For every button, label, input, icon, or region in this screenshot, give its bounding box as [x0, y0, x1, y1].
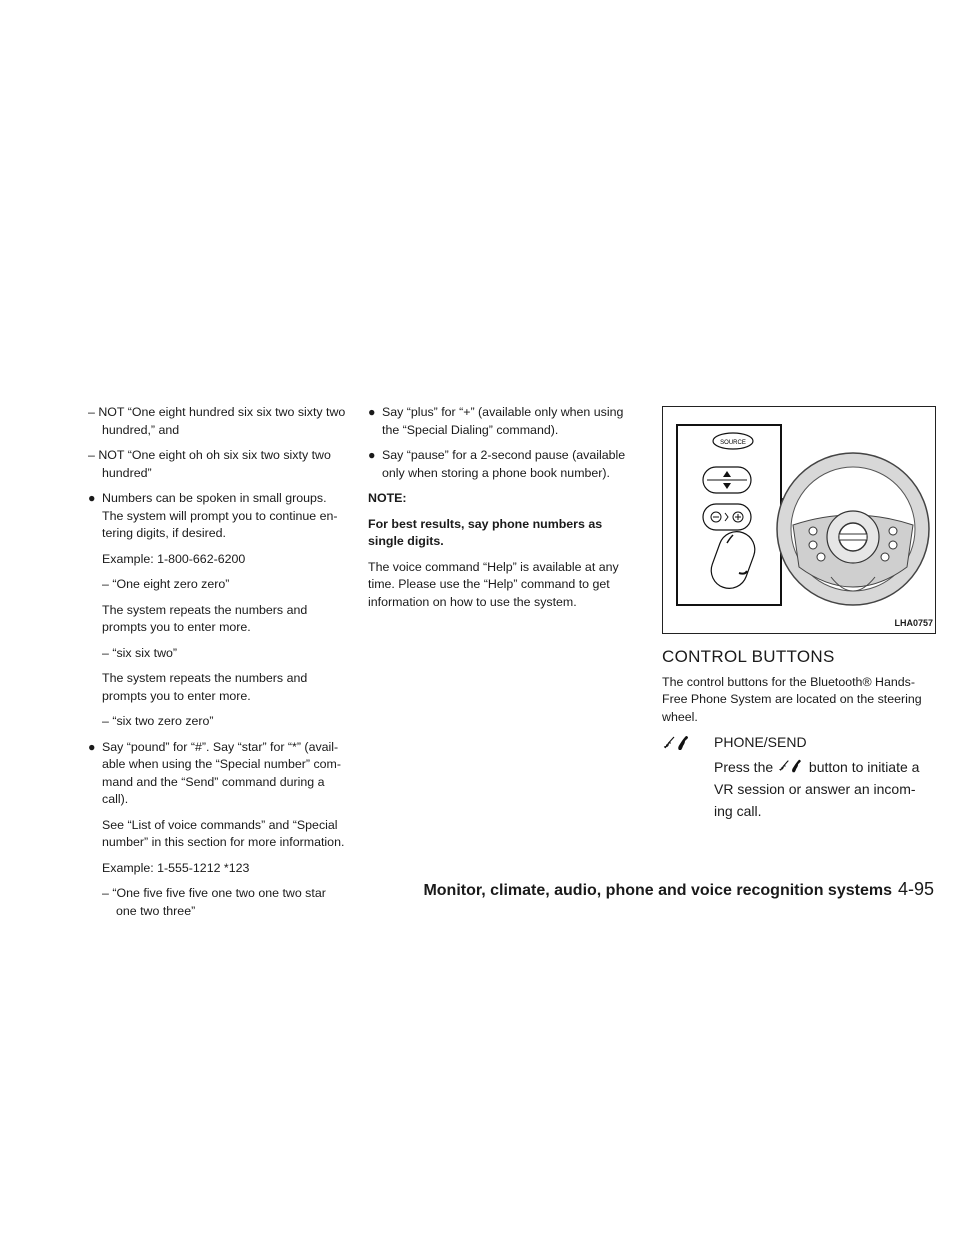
bullet-icon: ●	[368, 405, 376, 419]
bullet-text: Say “pause” for a 2-second pause (available only when storing a phone book number).	[382, 448, 626, 480]
phone-send-icon	[777, 758, 805, 774]
bullet-item	[368, 447, 640, 482]
page-footer	[423, 879, 934, 900]
example-text: Example: 1-800-662-6200	[102, 551, 246, 566]
desc-post: button to initiate a VR session or answer an incom-ing call.	[714, 759, 920, 819]
bullet-icon: ●	[88, 739, 96, 754]
phone-send-entry	[662, 734, 934, 819]
bullet-text: Say “plus” for “+” (available only when using the “Special Dialing” command).	[382, 405, 624, 437]
chapter-title: Monitor, climate, audio, phone and voice recognition systems	[423, 882, 892, 899]
repeat-text: The system repeats the numbers and prompts you to enter more.	[102, 602, 308, 634]
bullet-item	[88, 739, 346, 809]
steering-wheel-figure	[662, 406, 936, 634]
steering-wheel-illustration	[663, 407, 935, 633]
desc-pre: Press the	[714, 759, 774, 775]
bullet-text: Say “pound” for “#”. Say “star” for “*” (avail-able when using the “Special number” com-mand and the “Send” command during a call).	[102, 739, 341, 806]
column-right	[662, 406, 934, 819]
bullet-item	[368, 404, 640, 439]
source-button-label: SOURCE	[720, 440, 746, 446]
example-text: Example: 1-555-1212 *123	[102, 860, 250, 875]
bullet-icon: ●	[88, 491, 96, 505]
column-middle	[368, 404, 640, 619]
section-intro: The control buttons for the Bluetooth® Hands-Free Phone System are located on the steering wheel.	[662, 674, 922, 724]
section-title: CONTROL BUTTONS	[662, 647, 835, 666]
page-number: 4-95	[897, 879, 934, 899]
phone-send-icon	[662, 734, 692, 752]
bullet-icon: ●	[368, 448, 376, 462]
figure-id: LHA0757	[894, 617, 933, 628]
note-body: For best results, say phone numbers as single digits.	[368, 516, 603, 548]
note-heading: NOTE:	[368, 491, 407, 505]
dash-item: – NOT “One eight hundred six six two sixty two hundred,” and	[88, 405, 346, 437]
see-text: See “List of voice commands” and “Special number” in this section for more information.	[102, 817, 345, 849]
column-left	[88, 404, 346, 928]
button-name: PHONE/SEND	[714, 734, 807, 750]
bullet-item	[88, 490, 346, 543]
repeat-text: The system repeats the numbers and prompts you to enter more.	[102, 671, 308, 703]
step-text: – “One eight zero zero”	[102, 577, 230, 591]
dash-item: – NOT “One eight oh oh six six two sixty two hundred”	[88, 448, 331, 480]
bullet-text: Numbers can be spoken in small groups. The system will prompt you to continue en-tering digits, if desired.	[102, 491, 338, 540]
help-text: The voice command “Help” is available at any time. Please use the “Help” command to get information on how to use the system.	[368, 559, 619, 609]
step-text: – “six two zero zero”	[102, 714, 214, 728]
button-description	[714, 756, 924, 822]
step-text: – “One five five five one two one two star one two three”	[102, 886, 326, 918]
step-text: – “six six two”	[102, 645, 178, 660]
